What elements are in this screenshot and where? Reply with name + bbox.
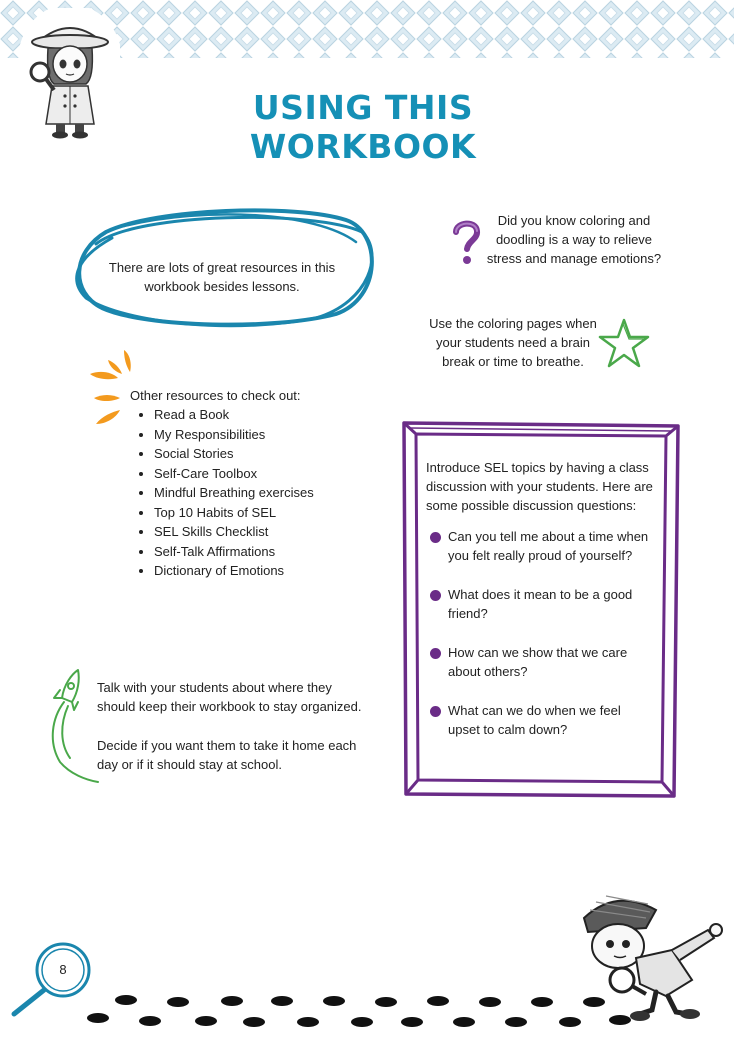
question-text: What does it mean to be a good friend? [448,587,633,621]
coloring-tip: Use the coloring pages when your students need a brain break or time to breathe. [429,316,597,369]
page-title: USING THIS WORKBOOK [249,88,477,166]
question-text: How can we show that we care about others? [448,645,628,679]
list-item [430,527,652,565]
list-item: • My Responsibilities [154,425,314,445]
discussion-intro: Introduce SEL topics by having a class discussion with your students. Here are some possible discussion questions: [426,460,653,513]
list-item: • Mindful Breathing exercises [154,483,314,503]
bullet-dot-icon [430,590,441,601]
list-item: • SEL Skills Checklist [154,522,314,542]
resources-list [134,405,314,581]
rocket-icon [38,668,104,786]
list-item [430,643,652,681]
detective-girl-illustration [20,8,120,140]
bullet-dot-icon [430,532,441,543]
page-number: 8 [59,962,67,977]
list-item: • Social Stories [154,444,314,464]
coloring-fact: Did you know coloring and doodling is a way to relieve stress and manage emotions? [486,213,662,266]
bullet-dot-icon [430,706,441,717]
organize-para-1: Talk with your students about where they should keep their workbook to stay organized. [97,680,362,714]
bubble-text: There are lots of great resources in this workbook besides lessons. [108,260,336,294]
detective-boy-illustration [576,888,726,1024]
list-item: • Top 10 Habits of SEL [154,503,314,523]
list-item [430,701,652,739]
star-icon [596,316,652,372]
bullet-dot-icon [430,648,441,659]
footprints-trail [86,990,646,1034]
resources-heading: Other resources to check out: [130,388,301,403]
question-text: Can you tell me about a time when you felt really proud of yourself? [448,529,649,563]
list-item: • Self-Talk Affirmations [154,542,314,562]
list-item: • Dictionary of Emotions [154,561,314,581]
discussion-questions [430,527,652,759]
question-text: What can we do when we feel upset to calm down? [448,703,621,737]
list-item: • Self-Care Toolbox [154,464,314,484]
organize-para-2: Decide if you want them to take it home each day or if it should stay at school. [97,738,357,772]
list-item: • Read a Book [154,405,314,425]
list-item [430,585,652,623]
question-mark-icon [450,218,482,266]
